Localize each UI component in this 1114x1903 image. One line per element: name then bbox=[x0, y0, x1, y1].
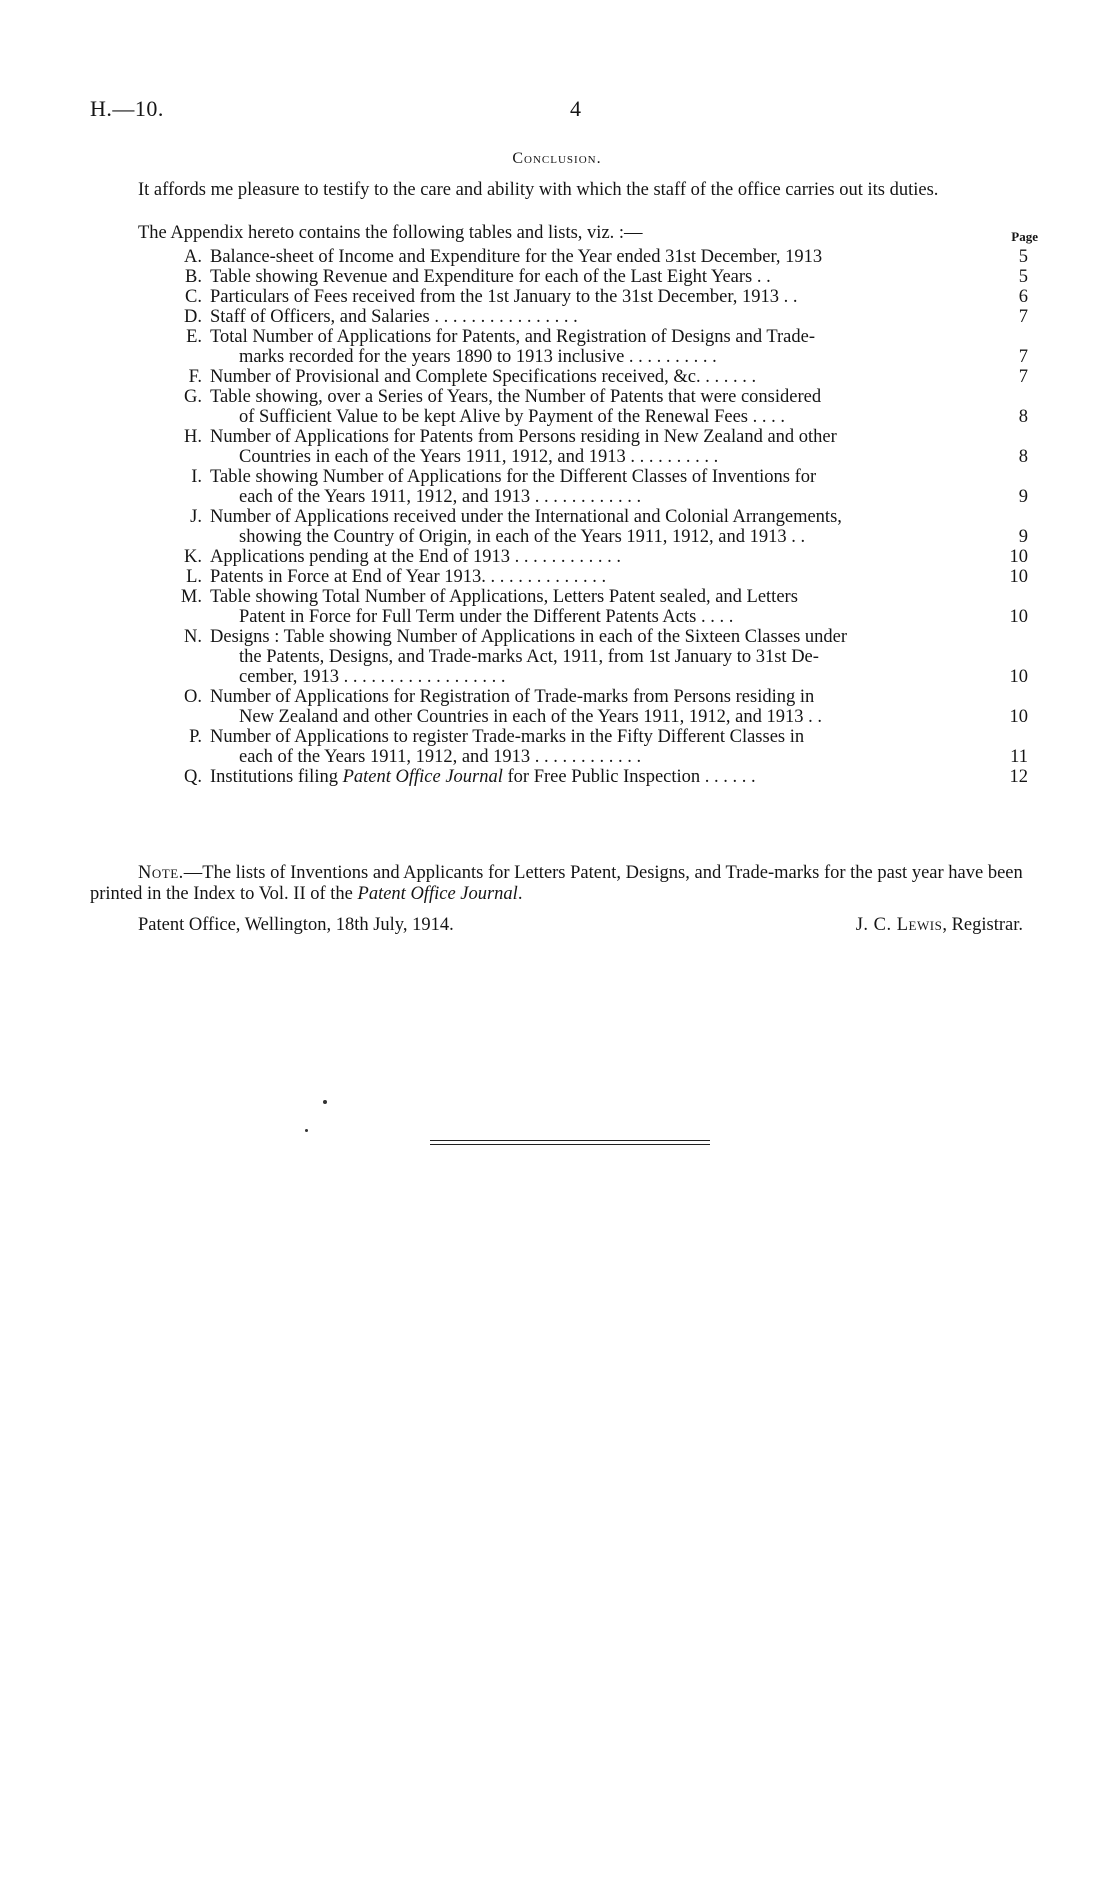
toc-letter: M. bbox=[180, 587, 202, 607]
toc-entry bbox=[0, 467, 1114, 507]
toc-entry bbox=[0, 727, 1114, 767]
toc-description bbox=[210, 267, 995, 287]
appendix-intro-text: The Appendix hereto contains the following tables and lists, viz. :— bbox=[138, 223, 643, 243]
journal-title: Patent Office Journal bbox=[342, 767, 503, 787]
toc-line: Table showing Revenue and Expenditure for each of the Last Eight Years . . bbox=[210, 267, 771, 287]
toc-line: Countries in each of the Years 1911, 1912, and 1913 . . . . . . . . . . bbox=[239, 447, 719, 467]
toc-description bbox=[210, 507, 995, 547]
conclusion-text: It affords me pleasure to testify to the care and ability with which the staff of the office carries out its duties. bbox=[138, 180, 939, 200]
toc-line: Balance-sheet of Income and Expenditure for the Year ended 31st December, 1913 bbox=[210, 247, 823, 267]
signature-name: J. C. Lewis bbox=[855, 915, 943, 935]
toc-description bbox=[210, 307, 995, 327]
toc-description bbox=[210, 327, 995, 367]
toc-line: showing the Country of Origin, in each of the Years 1911, 1912, and 1913 . . bbox=[239, 527, 806, 547]
toc-entry bbox=[0, 507, 1114, 547]
toc-entry bbox=[0, 427, 1114, 467]
toc-page-number: 7 bbox=[1018, 367, 1028, 387]
toc-letter: P. bbox=[189, 727, 202, 747]
toc-line: marks recorded for the years 1890 to 1913 inclusive . . . . . . . . . . bbox=[239, 347, 717, 367]
toc-description bbox=[210, 767, 995, 787]
toc-letter: N. bbox=[184, 627, 202, 647]
toc-entry bbox=[0, 327, 1114, 367]
toc-line: Particulars of Fees received from the 1st January to the 31st December, 1913 . . bbox=[210, 287, 798, 307]
section-heading: Conclusion. bbox=[512, 150, 602, 167]
toc-description bbox=[210, 567, 995, 587]
toc-line: each of the Years 1911, 1912, and 1913 . . . . . . . . . . . . bbox=[239, 487, 642, 507]
toc-page-number: 10 bbox=[1009, 667, 1028, 687]
signature-title: , Registrar. bbox=[942, 915, 1023, 935]
appendix-intro bbox=[90, 223, 1030, 244]
toc-line: Number of Provisional and Complete Specifications received, &c. . . . . . . bbox=[210, 367, 757, 387]
toc-page-number: 5 bbox=[1018, 267, 1028, 287]
toc-description bbox=[210, 587, 995, 627]
toc-entry bbox=[0, 367, 1114, 387]
toc-line: Applications pending at the End of 1913 . . . . . . . . . . . . bbox=[210, 547, 622, 567]
signature bbox=[856, 915, 1023, 936]
signoff-place-date: Patent Office, Wellington, 18th July, 1914. bbox=[138, 915, 454, 935]
toc-line: Number of Applications to register Trade-marks in the Fifty Different Classes in bbox=[210, 727, 805, 747]
toc-line: of Sufficient Value to be kept Alive by Payment of the Renewal Fees . . . . bbox=[239, 407, 785, 427]
conclusion-paragraph bbox=[90, 180, 1030, 201]
toc-line: each of the Years 1911, 1912, and 1913 . . . . . . . . . . . . bbox=[239, 747, 642, 767]
toc-letter: L. bbox=[186, 567, 202, 587]
toc-letter: H. bbox=[184, 427, 202, 447]
toc-letter: Q. bbox=[184, 767, 202, 787]
toc-line: Number of Applications for Patents from Persons residing in New Zealand and other bbox=[210, 427, 837, 447]
print-speck bbox=[323, 1100, 327, 1104]
toc-page-number: 9 bbox=[1018, 527, 1028, 547]
note-text: —The lists of Inventions and Applicants for Letters Patent, Designs, and Trade-marks for the past year have been printed in the Index to Vol. II of the Patent Office Journal. bbox=[90, 863, 1023, 904]
toc-line: Table showing Total Number of Applications, Letters Patent sealed, and Letters bbox=[210, 587, 798, 607]
toc-entry bbox=[0, 687, 1114, 727]
toc-letter: C. bbox=[185, 287, 202, 307]
journal-title: Patent Office Journal bbox=[357, 884, 518, 904]
toc-line: Institutions filing Patent Office Journal for Free Public Inspection . . . . . . bbox=[210, 767, 756, 787]
toc-line: the Patents, Designs, and Trade-marks Act, 1911, from 1st January to 31st De- bbox=[239, 647, 819, 667]
toc-description bbox=[210, 247, 995, 267]
page-column-label: Page bbox=[1011, 229, 1038, 244]
end-rule bbox=[430, 1144, 710, 1145]
toc-line: Patent in Force for Full Term under the Different Patents Acts . . . . bbox=[239, 607, 734, 627]
toc-line: Table showing, over a Series of Years, the Number of Patents that were considered bbox=[210, 387, 822, 407]
toc-page-number: 11 bbox=[1010, 747, 1028, 767]
toc-entry bbox=[0, 387, 1114, 427]
toc-letter: E. bbox=[186, 327, 202, 347]
toc-entry bbox=[0, 247, 1114, 267]
toc-line: New Zealand and other Countries in each of the Years 1911, 1912, and 1913 . . bbox=[239, 707, 822, 727]
signoff bbox=[138, 915, 1023, 936]
toc-line: Total Number of Applications for Patents, and Registration of Designs and Trade- bbox=[210, 327, 815, 347]
toc-description bbox=[210, 547, 995, 567]
toc-entry bbox=[0, 307, 1114, 327]
toc-letter: J. bbox=[190, 507, 202, 527]
toc-letter: A. bbox=[184, 247, 202, 267]
note-paragraph bbox=[90, 863, 1030, 905]
toc-page-number: 5 bbox=[1018, 247, 1028, 267]
appendix-table-of-contents bbox=[0, 247, 1114, 787]
page-header bbox=[0, 96, 1114, 126]
toc-letter: B. bbox=[185, 267, 202, 287]
toc-page-number: 9 bbox=[1018, 487, 1028, 507]
toc-entry bbox=[0, 567, 1114, 587]
toc-page-number: 12 bbox=[1009, 767, 1028, 787]
toc-page-number: 10 bbox=[1009, 547, 1028, 567]
note-label: Note. bbox=[138, 863, 184, 883]
page-number: 4 bbox=[570, 96, 581, 121]
toc-line: Designs : Table showing Number of Applications in each of the Sixteen Classes under bbox=[210, 627, 848, 647]
toc-description bbox=[210, 427, 995, 467]
toc-page-number: 10 bbox=[1009, 607, 1028, 627]
document-reference: H.—10. bbox=[90, 96, 164, 121]
toc-entry bbox=[0, 267, 1114, 287]
toc-page-number: 10 bbox=[1009, 707, 1028, 727]
toc-page-number: 7 bbox=[1018, 347, 1028, 367]
toc-entry bbox=[0, 587, 1114, 627]
toc-letter: I. bbox=[191, 467, 202, 487]
toc-page-number: 8 bbox=[1018, 447, 1028, 467]
toc-line: Number of Applications for Registration of Trade-marks from Persons residing in bbox=[210, 687, 815, 707]
toc-line: Number of Applications received under the International and Colonial Arrangements, bbox=[210, 507, 842, 527]
toc-entry bbox=[0, 767, 1114, 787]
toc-description bbox=[210, 367, 995, 387]
toc-description bbox=[210, 387, 995, 427]
toc-letter: G. bbox=[184, 387, 202, 407]
toc-page-number: 10 bbox=[1009, 567, 1028, 587]
toc-entry bbox=[0, 627, 1114, 687]
toc-page-number: 7 bbox=[1018, 307, 1028, 327]
toc-line: Patents in Force at End of Year 1913. . . . . . . . . . . . . . bbox=[210, 567, 607, 587]
toc-line: Table showing Number of Applications for the Different Classes of Inventions for bbox=[210, 467, 817, 487]
print-speck bbox=[305, 1129, 308, 1132]
toc-letter: F. bbox=[188, 367, 202, 387]
toc-line: cember, 1913 . . . . . . . . . . . . . . . . . . bbox=[239, 667, 506, 687]
toc-page-number: 6 bbox=[1018, 287, 1028, 307]
toc-description bbox=[210, 687, 995, 727]
toc-description bbox=[210, 627, 995, 687]
toc-entry bbox=[0, 547, 1114, 567]
toc-description bbox=[210, 287, 995, 307]
toc-description bbox=[210, 727, 995, 767]
toc-line: Staff of Officers, and Salaries . . . . . . . . . . . . . . . . bbox=[210, 307, 578, 327]
toc-letter: D. bbox=[184, 307, 202, 327]
toc-letter: O. bbox=[184, 687, 202, 707]
toc-description bbox=[210, 467, 995, 507]
toc-entry bbox=[0, 287, 1114, 307]
toc-letter: K. bbox=[184, 547, 202, 567]
toc-page-number: 8 bbox=[1018, 407, 1028, 427]
end-rule bbox=[430, 1140, 710, 1141]
